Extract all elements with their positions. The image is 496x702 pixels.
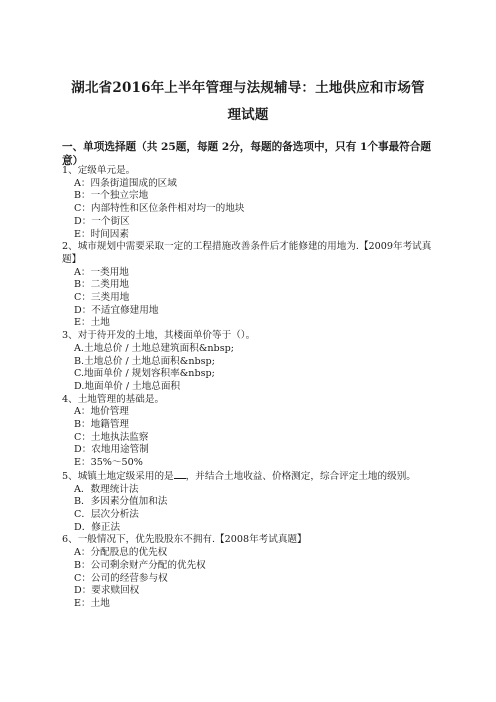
question-stem: 6、一般情况下，优先股股东不拥有.【2008年考试真题】 xyxy=(62,534,307,546)
question-stem: 2、城市规划中需要采取一定的工程措施改善条件后才能修建的用地为.【2009年考试真题】 xyxy=(62,241,432,265)
question-stem-before: 5、城镇土地定级采用的是 xyxy=(62,470,174,482)
question-4 xyxy=(62,394,442,470)
answer-option: D．修正法 xyxy=(74,521,121,533)
answer-option: A：一类用地 xyxy=(74,266,129,278)
answer-option: B.土地总价 / 土地总面积&nbsp; xyxy=(74,355,215,367)
fill-in-blank xyxy=(174,470,186,479)
answer-option: E：土地 xyxy=(74,597,110,609)
answer-option: A．数理统计法 xyxy=(74,483,139,495)
answer-option: D：要求赎回权 xyxy=(74,585,140,597)
question-stem xyxy=(62,470,442,484)
answer-option: A：地价管理 xyxy=(74,406,129,418)
question-stem: 4、土地管理的基础是。 xyxy=(62,393,165,405)
answer-option: A：分配股息的优先权 xyxy=(74,547,168,559)
answer-option: D：不适宜修建用地 xyxy=(74,304,159,316)
question-stem-after: ，并结合土地收益、价格测定，综合评定土地的级别。 xyxy=(185,470,416,482)
answer-option: D.地面单价 / 土地总面积 xyxy=(74,380,181,392)
section-header: 一、单项选择题（共 25题，每题 2分，每题的备选项中，只有 1个事最符合题意） xyxy=(62,141,431,167)
answer-option: B：公司剩余财产分配的优先权 xyxy=(74,559,206,571)
answer-option: E：35%～50% xyxy=(74,457,143,469)
answer-option: C.地面单价 / 规划容积率&nbsp; xyxy=(74,368,215,380)
answer-option: C．层次分析法 xyxy=(74,508,139,520)
answer-option: D：一个街区 xyxy=(74,215,130,227)
question-list xyxy=(62,165,442,611)
answer-option: C：三类用地 xyxy=(74,292,130,304)
document-title-line-2: 理试题 xyxy=(227,107,269,123)
answer-option: C：公司的经营参与权 xyxy=(74,572,168,584)
answer-option: A.土地总价 / 土地总建筑面积&nbsp; xyxy=(74,342,234,354)
question-3 xyxy=(62,330,442,394)
question-5 xyxy=(62,470,442,535)
answer-option: D：农地用途管制 xyxy=(74,444,149,456)
document-title-line-1: 湖北省2016年上半年管理与法规辅导：土地供应和市场管 xyxy=(71,80,425,96)
question-2 xyxy=(62,241,442,330)
answer-option: C：土地执法监察 xyxy=(74,431,149,443)
answer-option: E：时间因素 xyxy=(74,228,129,240)
answer-option: E：土地 xyxy=(74,317,110,329)
question-stem: 3、对于待开发的土地，其楼面单价等于（）。 xyxy=(62,330,256,342)
answer-option: B：二类用地 xyxy=(74,279,130,291)
answer-option: A：四条街道围成的区域 xyxy=(74,177,177,189)
answer-option: B．多因素分值加和法 xyxy=(74,496,168,508)
question-6 xyxy=(62,534,442,610)
answer-option: B：地籍管理 xyxy=(74,419,130,431)
question-stem: 1、定级单元是。 xyxy=(62,165,136,176)
question-1 xyxy=(62,165,442,241)
answer-option: B：一个独立宗地 xyxy=(74,190,149,202)
answer-option: C：内部特性和区位条件相对均一的地块 xyxy=(74,203,245,215)
